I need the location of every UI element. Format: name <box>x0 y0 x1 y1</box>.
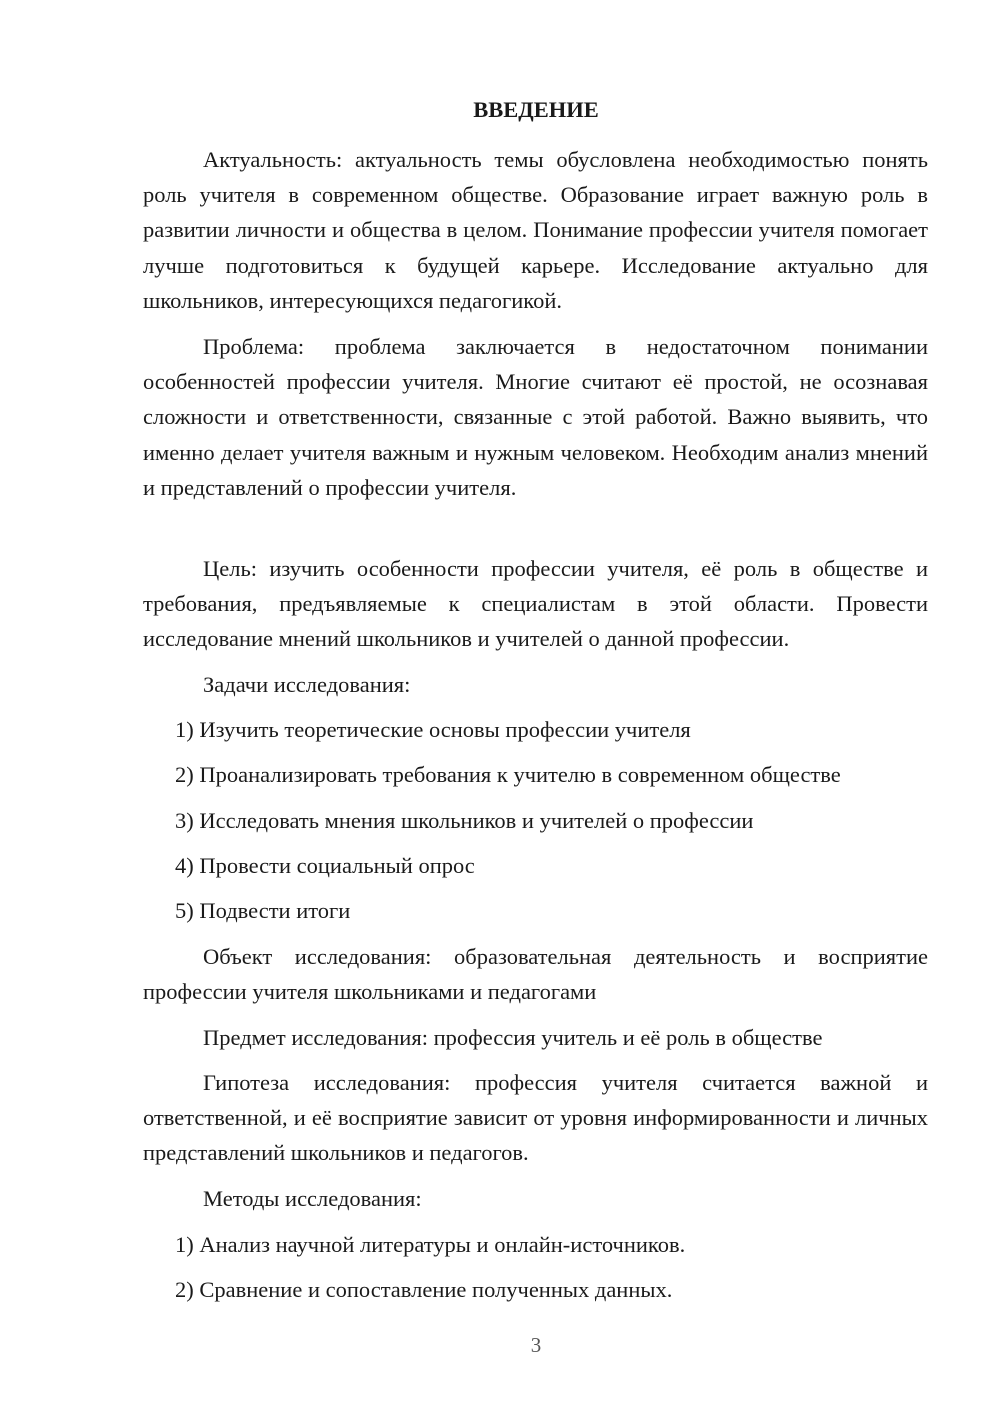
subject-text: Предмет исследования: профессия учитель и её роль в обществе <box>203 1025 823 1050</box>
page-number: 3 <box>530 1333 542 1357</box>
methods-heading: Методы исследования: <box>203 1186 422 1211</box>
task-item-1: 1) Изучить теоретические основы профессии учителя <box>175 717 691 742</box>
relevance-paragraph <box>143 142 928 318</box>
object-text: Объект исследования: образовательная деятельность и восприятие профессии учителя школьниками и педагогами <box>143 944 928 1005</box>
relevance-text: Актуальность: актуальность темы обусловлена необходимостью понять роль учителя в современном обществе. Образование играет важную роль в развитии личности и общества в целом. Понимание профессии учителя помогает лучше подготовиться к будущей карьере. Исследование актуально для школьников, интересующихся педагогикой. <box>143 147 928 313</box>
hypothesis-text: Гипотеза исследования: профессия учителя считается важной и ответственной, и её восприятие зависит от уровня информированности и личных представлений школьников и педагогов. <box>143 1070 928 1166</box>
hypothesis-paragraph <box>143 1065 928 1171</box>
task-item-4: 4) Провести социальный опрос <box>175 853 475 878</box>
goal-text: Цель: изучить особенности профессии учителя, её роль в обществе и требования, предъявляемые к специалистам в этой области. Провести исследование мнений школьников и учителей о данной профессии. <box>143 556 928 652</box>
task-item-3: 3) Исследовать мнения школьников и учителей о профессии <box>175 808 754 833</box>
problem-paragraph <box>143 329 928 505</box>
method-item-2: 2) Сравнение и сопоставление полученных данных. <box>175 1277 673 1302</box>
problem-text: Проблема: проблема заключается в недостаточном понимании особенностей профессии учителя. Многие считают её простой, не осознавая сложности и ответственности, связанные с этой работой. Важно выявить, что именно делает учителя важным и нужным человеком. Необходим анализ мнений и представлений о профессии учителя. <box>143 334 928 500</box>
goal-paragraph <box>143 551 928 657</box>
page-title: ВВЕДЕНИЕ <box>473 97 599 122</box>
task-item-2: 2) Проанализировать требования к учителю в современном обществе <box>175 762 841 787</box>
task-item-5: 5) Подвести итоги <box>175 898 351 923</box>
tasks-heading: Задачи исследования: <box>203 672 411 697</box>
method-item-1: 1) Анализ научной литературы и онлайн-источников. <box>175 1232 686 1257</box>
object-paragraph <box>143 939 928 1009</box>
